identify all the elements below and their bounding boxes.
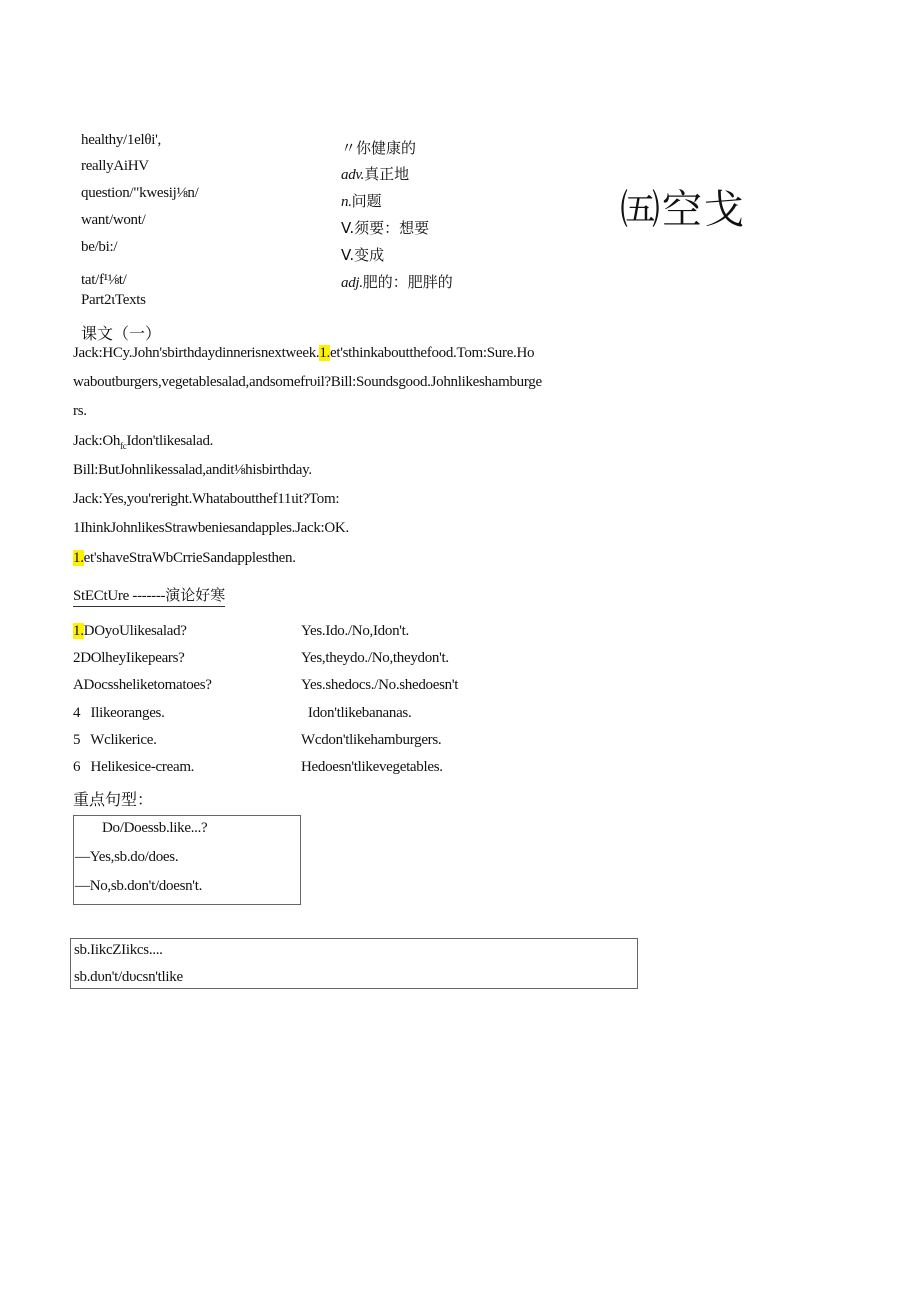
structure-answer: Yes,theydo./No,theydon't. — [301, 650, 449, 666]
highlight-mark: 1. — [319, 345, 331, 361]
key-sentences-heading: 重点句型： — [73, 790, 154, 809]
text-line — [73, 462, 312, 479]
text-segment: Jack:Oh — [73, 433, 121, 449]
text-line — [73, 550, 296, 567]
vocab-meaning-want: V.须要：想要 — [341, 219, 430, 237]
meaning-text: 肥的：肥胖的 — [362, 273, 453, 291]
structure-question: 2DOlheyIikepears? — [73, 650, 185, 666]
key-sentence-line: —No,sb.don't/doesn't. — [75, 878, 203, 894]
vocab-meaning-really — [341, 163, 409, 184]
text-line — [73, 491, 339, 508]
structure-question — [73, 623, 187, 640]
structure-heading-latin: StECtUre ------- — [73, 588, 166, 604]
vocab-meaning-question — [341, 190, 382, 211]
structure-answer: Idon'tlikebananas. — [301, 705, 412, 721]
text-line — [73, 403, 87, 420]
structure-heading — [73, 584, 225, 607]
text-line — [73, 433, 213, 451]
key-sentence-box — [73, 815, 301, 905]
structure-statement: 4 Ilikeoranges. — [73, 705, 165, 721]
vocab-word-be: be/bi:/ — [81, 239, 118, 255]
vocab-word-healthy: healthy/1elθi', — [81, 132, 161, 148]
text-line — [73, 345, 534, 362]
structure-question-text: DOyoUlikesalad? — [83, 623, 187, 639]
highlight-mark: 1. — [73, 623, 84, 639]
structure-answer: Hedoesn'tlikevegetables. — [301, 759, 443, 775]
vocab-meaning-be: V.变成 — [341, 246, 385, 264]
text-segment: Jack:Yes,you'reright.Whataboutthef11ιit?Tom: — [73, 491, 340, 507]
lesson-heading: 课文（一） — [81, 324, 162, 343]
text-line — [73, 520, 349, 537]
text-subscript: fc — [120, 441, 127, 451]
side-title: ㈤空戈 — [620, 187, 746, 233]
text-line — [73, 374, 542, 391]
vocab-word-really: reallyAiHV — [81, 158, 149, 174]
structure-statement: 6 Helikesice-cream. — [73, 759, 195, 775]
structure-answer: Wcdon'tlikehamburgers. — [301, 732, 442, 748]
vocab-word-fat: tat/f¹⅛t/ — [81, 272, 127, 288]
like-pattern-box — [70, 938, 638, 989]
vocab-meaning-healthy: 〃你健康的 — [341, 139, 417, 157]
pos-label: adj. — [341, 275, 363, 291]
vocab-word-want: want/wont/ — [81, 212, 146, 228]
key-sentence-line: Do/Doessb.like...? — [102, 820, 208, 836]
pos-label: adv. — [341, 167, 365, 183]
vocab-word-question: question/"kwesij⅛n/ — [81, 185, 199, 201]
structure-statement: 5 Wclikerice. — [73, 732, 157, 748]
meaning-text: 问题 — [351, 192, 382, 210]
structure-answer: Yes.Ido./No,Idon't. — [301, 623, 409, 639]
vocab-meaning-fat — [341, 271, 453, 292]
text-segment: Bill:ButJohnlikessalad,andit⅛hisbirthday. — [73, 462, 312, 478]
pos-label: n. — [341, 194, 352, 210]
part-heading: Part2ιTexts — [81, 292, 146, 308]
text-segment: et'sthinkaboutthefood.Tom:Sure.Ho — [330, 345, 535, 361]
like-pattern-line: sb.dυn't/dυcsn'tlike — [74, 969, 183, 985]
structure-question: ADocssheliketomatoes? — [73, 677, 212, 693]
text-segment: et'shaveStraWbCrrieSandapplesthen. — [83, 550, 296, 566]
highlight-mark: 1. — [73, 550, 84, 566]
like-pattern-line: sb.IikcZIikcs.... — [74, 942, 163, 958]
text-segment: waboutburgers,vegetablesalad,andsomefrυil?Bill:Soundsgood.Johnlikeshamburge — [73, 374, 542, 390]
text-segment: Idon'tlikesalad. — [126, 433, 214, 449]
key-sentence-line: —Yes,sb.do/does. — [75, 849, 179, 865]
text-segment: Jack:HCy.John'sbirthdaydinnerisnextweek. — [73, 345, 320, 361]
meaning-text: 真正地 — [364, 165, 410, 183]
structure-answer: Yes.shedocs./No.shedoesn't — [301, 677, 459, 693]
text-segment: 1IhinkJohnlikesStrawbeniesandapples.Jack:OK. — [73, 520, 349, 536]
structure-heading-cjk: 演论好寒 — [165, 586, 226, 604]
text-segment: rs. — [73, 403, 87, 419]
